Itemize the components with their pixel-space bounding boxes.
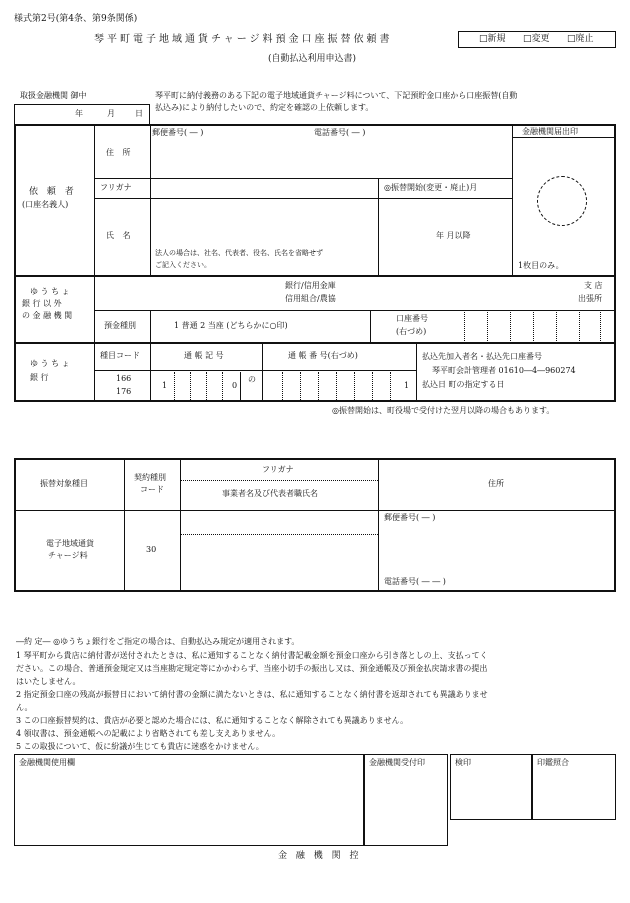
- form-subtitle: (自動払込利用申込書): [268, 54, 357, 64]
- cancel-checkbox[interactable]: □廃止: [567, 34, 594, 44]
- corporate-note-1: 法人の場合は、社名、代表者、役名、氏名を省略せず: [155, 249, 323, 257]
- start-month-label: ◎振替開始(変更・廃止)月: [384, 183, 478, 192]
- intro-line-1: 琴平町に納付義務のある下記の電子地域通貨チャージ料について、下記預貯金口座から口座振替(自動: [155, 91, 518, 100]
- seal-header: 金融機関届出印: [522, 127, 578, 136]
- furigana-header: フリガナ: [262, 465, 294, 474]
- other-bank-label-3: の 金 融 機 関: [22, 311, 73, 320]
- target-item-header: 振替対象種目: [40, 479, 88, 488]
- new-checkbox[interactable]: □新規: [479, 34, 506, 44]
- passbook-digit-1: 1: [162, 381, 168, 390]
- other-bank-label-2: 銀 行 以 外: [22, 299, 62, 308]
- receipt-seal-label: 金融機関受付印: [369, 758, 425, 767]
- agreement-line-7: 4 領収書は、預金通帳への記載により省略されても差し支えありません。: [16, 729, 281, 738]
- agreement-line-8: 5 この取扱について、仮に紛議が生じても貴店に迷惑をかけません。: [16, 742, 264, 751]
- no-character: の: [248, 375, 256, 384]
- payee-account: 琴平町会計管理者 01610―4―960274: [432, 366, 576, 375]
- code-166: 166: [116, 374, 132, 383]
- passbook-symbol-label: 通 帳 記 号: [184, 351, 224, 360]
- intro-line-2: 払込み)により納付したいので、約定を確認の上依頼します。: [155, 103, 374, 112]
- other-bank-label-1: ゆ う ち ょ: [30, 287, 70, 296]
- month-label[interactable]: 月: [107, 109, 115, 118]
- seal-check-label: 印鑑照合: [537, 758, 569, 767]
- account-holder-label: (口座名義人): [22, 200, 69, 209]
- year-month-from[interactable]: 年 月以降: [436, 231, 471, 240]
- payment-date: 払込日 町の指定する日: [422, 380, 505, 389]
- yucho-label-1: ゆ う ち ょ: [30, 359, 70, 368]
- bank-types-1[interactable]: 銀行/信用金庫: [285, 281, 336, 290]
- yucho-label-2: 銀 行: [30, 373, 49, 382]
- target-table: [14, 458, 616, 592]
- agreement-line-5: ん。: [16, 703, 33, 712]
- target-postal-field[interactable]: 郵便番号( ― ): [384, 513, 436, 522]
- item-name-1: 電子地域通貨: [46, 539, 94, 548]
- change-checkbox[interactable]: □変更: [523, 34, 550, 44]
- date-box: [14, 104, 150, 124]
- contract-type-header: 契約種別: [134, 473, 166, 482]
- name-label: 氏 名: [106, 231, 134, 240]
- phone-field[interactable]: 電話番号( ― ): [314, 128, 366, 137]
- business-name-header: 事業者名及び代表者職氏名: [222, 489, 318, 498]
- applicant-label: 依 頼 者: [29, 187, 77, 197]
- seal-note: 1枚目のみ。: [518, 261, 564, 270]
- agreement-line-3: はいたしません。: [16, 677, 81, 686]
- agreement-line-2: ださい。この場合、普通預金規定又は当座勘定規定等にかかわらず、当座小切手の振出し又は、預金通帳及び預金払戻請求書の提出: [16, 664, 488, 673]
- seal-circle[interactable]: [537, 176, 587, 226]
- status-checkbox-group: [458, 31, 616, 48]
- code-176: 176: [116, 387, 132, 396]
- contract-code-header: コード: [140, 485, 164, 494]
- passbook-digit-0: 0: [232, 381, 238, 390]
- contract-code-value: 30: [146, 545, 157, 554]
- address-header: 住所: [488, 479, 504, 488]
- postal-code-field[interactable]: 郵便番号( ― ): [152, 128, 204, 137]
- inspection-seal-box[interactable]: [450, 754, 532, 820]
- account-number-right-align: (右づめ): [396, 327, 427, 336]
- address-label: 住 所: [106, 148, 134, 157]
- day-label[interactable]: 日: [135, 109, 143, 118]
- addressee: 取扱金融機関 御中: [20, 91, 87, 100]
- footnote: ◎振替開始は、町役場で受付けた翌月以降の場合もあります。: [332, 406, 555, 415]
- receipt-seal-box[interactable]: [364, 754, 448, 846]
- agreement-line-1: 1 琴平町から貴店に納付書が送付されたときは、私に通知することなく納付書記載金額を預金口座から引き落としの上、支払ってく: [16, 651, 488, 660]
- seal-check-box[interactable]: [532, 754, 616, 820]
- furigana-label: フリガナ: [100, 183, 132, 192]
- agreement-line-4: 2 指定預金口座の残高が振替日において納付書の金額に満たないときは、私に通知することなく納付書を返却されても異議ありませ: [16, 690, 488, 699]
- agreement-heading: ―約 定― ◎ゆうちょ銀行をご指定の場合は、自動払込み規定が適用されます。: [16, 637, 300, 646]
- inspection-seal-label: 検印: [455, 758, 471, 767]
- account-number-label: 口座番号: [396, 314, 428, 323]
- passbook-last-digit: 1: [404, 381, 410, 390]
- bank-use-label: 金融機関使用欄: [19, 758, 75, 767]
- target-phone-field[interactable]: 電話番号( ― ― ): [384, 577, 446, 586]
- bank-types-2[interactable]: 信用組合/農協: [285, 294, 336, 303]
- bank-use-box[interactable]: [14, 754, 364, 846]
- deposit-type-label: 預金種別: [104, 321, 136, 330]
- bank-copy-footer: 金 融 機 関 控: [278, 851, 362, 861]
- branch-label-2: 出張所: [578, 294, 602, 303]
- code-label: 種目コード: [100, 351, 140, 360]
- passbook-number-label: 通 帳 番 号(右づめ): [288, 351, 358, 360]
- year-label[interactable]: 年: [75, 109, 83, 118]
- deposit-type-options[interactable]: 1 普通 2 当座 (どちらかに○印): [174, 321, 288, 330]
- corporate-note-2: ご記入ください。: [155, 261, 211, 269]
- form-title: 琴平町電子地域通貨チャージ料預金口座振替依頼書: [94, 34, 393, 45]
- branch-label-1: 支 店: [584, 281, 603, 290]
- payee-label: 払込先加入者名・払込先口座番号: [422, 352, 542, 361]
- agreement-line-6: 3 この口座振替契約は、貴店が必要と認めた場合には、私に通知することなく解除されても異議ありません。: [16, 716, 409, 725]
- item-name-2: チャージ料: [48, 551, 88, 560]
- form-number: 様式第2号(第4条、第9条関係): [14, 14, 138, 24]
